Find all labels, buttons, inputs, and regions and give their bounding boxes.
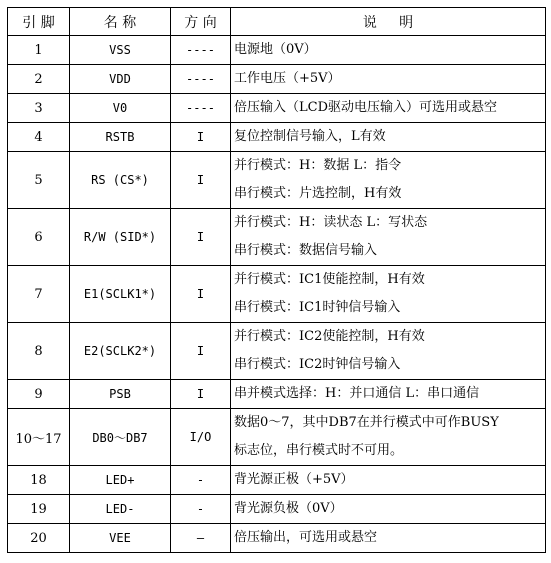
description-line: 电源地（0V） bbox=[234, 42, 317, 57]
pin-name: VDD bbox=[70, 65, 171, 94]
description-line: 倍压输出，可选用或悬空 bbox=[234, 530, 378, 545]
description-line: 并行模式：IC2使能控制，H有效 bbox=[234, 329, 425, 344]
table-body bbox=[8, 36, 546, 553]
description-line: 背光源负极（0V） bbox=[234, 501, 343, 516]
pin-description bbox=[231, 65, 546, 94]
pin-description bbox=[231, 524, 546, 553]
pin-number: 10～17 bbox=[8, 409, 70, 466]
description-line: 串并模式选择：H：并口通信 L：串口通信 bbox=[234, 386, 480, 401]
pin-number: 5 bbox=[8, 152, 70, 209]
table-row bbox=[8, 36, 546, 65]
header-pin: 引 脚 bbox=[8, 8, 70, 36]
pin-name: VEE bbox=[70, 524, 171, 553]
pin-direction: I bbox=[171, 323, 231, 380]
pin-name: PSB bbox=[70, 380, 171, 409]
pin-number: 3 bbox=[8, 94, 70, 123]
pin-number: 20 bbox=[8, 524, 70, 553]
pin-direction: - bbox=[171, 495, 231, 524]
pin-direction: I/O bbox=[171, 409, 231, 466]
table-row bbox=[8, 380, 546, 409]
header-description: 说 明 bbox=[231, 8, 546, 36]
pin-name: RS (CS*) bbox=[70, 152, 171, 209]
pin-name: E2(SCLK2*) bbox=[70, 323, 171, 380]
description-line: 并行模式：H：数据 L：指令 bbox=[234, 158, 402, 173]
pin-description bbox=[231, 94, 546, 123]
table-row bbox=[8, 495, 546, 524]
table-row bbox=[8, 524, 546, 553]
table-row bbox=[8, 209, 546, 266]
table-row bbox=[8, 94, 546, 123]
pin-name: V0 bbox=[70, 94, 171, 123]
pin-description bbox=[231, 323, 546, 380]
pin-description bbox=[231, 409, 546, 466]
description-line: 工作电压（+5V） bbox=[234, 71, 341, 86]
pin-number: 7 bbox=[8, 266, 70, 323]
table-row bbox=[8, 266, 546, 323]
pin-direction: ---- bbox=[171, 36, 231, 65]
table-row bbox=[8, 323, 546, 380]
pin-description bbox=[231, 209, 546, 266]
pin-description bbox=[231, 152, 546, 209]
pin-direction: I bbox=[171, 209, 231, 266]
description-line: 数据0～7，其中DB7在并行模式中可作BUSY bbox=[234, 415, 499, 430]
description-line: 串行模式：片选控制，H有效 bbox=[234, 186, 402, 201]
table-row bbox=[8, 65, 546, 94]
pin-description bbox=[231, 380, 546, 409]
pin-description bbox=[231, 495, 546, 524]
pin-direction: I bbox=[171, 123, 231, 152]
pin-number: 9 bbox=[8, 380, 70, 409]
pin-number: 1 bbox=[8, 36, 70, 65]
description-line: 复位控制信号输入，L有效 bbox=[234, 129, 386, 144]
description-line: 串行模式：IC1时钟信号输入 bbox=[234, 300, 401, 315]
table-row bbox=[8, 123, 546, 152]
pin-number: 4 bbox=[8, 123, 70, 152]
pin-number: 8 bbox=[8, 323, 70, 380]
description-line: 并行模式：IC1使能控制，H有效 bbox=[234, 272, 425, 287]
pin-number: 6 bbox=[8, 209, 70, 266]
pin-name: E1(SCLK1*) bbox=[70, 266, 171, 323]
description-line: 串行模式：IC2时钟信号输入 bbox=[234, 357, 401, 372]
description-line: 背光源正极（+5V） bbox=[234, 472, 354, 487]
pin-direction: ---- bbox=[171, 94, 231, 123]
pin-description bbox=[231, 36, 546, 65]
pin-number: 19 bbox=[8, 495, 70, 524]
pin-direction: I bbox=[171, 152, 231, 209]
pin-description bbox=[231, 466, 546, 495]
description-line: 标志位，串行模式时不可用。 bbox=[234, 443, 404, 458]
pin-name: DB0～DB7 bbox=[70, 409, 171, 466]
pin-definition-table bbox=[7, 7, 546, 553]
pin-description bbox=[231, 123, 546, 152]
pin-direction: — bbox=[171, 524, 231, 553]
table-header-row bbox=[8, 8, 546, 36]
pin-direction: ---- bbox=[171, 65, 231, 94]
pin-name: RSTB bbox=[70, 123, 171, 152]
table-row bbox=[8, 466, 546, 495]
description-line: 倍压输入（LCD驱动电压输入）可选用或悬空 bbox=[234, 100, 498, 115]
pin-name: R/W (SID*) bbox=[70, 209, 171, 266]
pin-number: 18 bbox=[8, 466, 70, 495]
pin-description bbox=[231, 266, 546, 323]
pin-name: LED- bbox=[70, 495, 171, 524]
description-line: 串行模式：数据信号输入 bbox=[234, 243, 378, 258]
pin-name: LED+ bbox=[70, 466, 171, 495]
pin-name: VSS bbox=[70, 36, 171, 65]
pin-direction: I bbox=[171, 380, 231, 409]
table-row bbox=[8, 152, 546, 209]
pin-number: 2 bbox=[8, 65, 70, 94]
description-line: 并行模式：H：读状态 L：写状态 bbox=[234, 215, 428, 230]
pin-direction: - bbox=[171, 466, 231, 495]
table-row bbox=[8, 409, 546, 466]
pin-direction: I bbox=[171, 266, 231, 323]
header-direction: 方 向 bbox=[171, 8, 231, 36]
header-name: 名 称 bbox=[70, 8, 171, 36]
